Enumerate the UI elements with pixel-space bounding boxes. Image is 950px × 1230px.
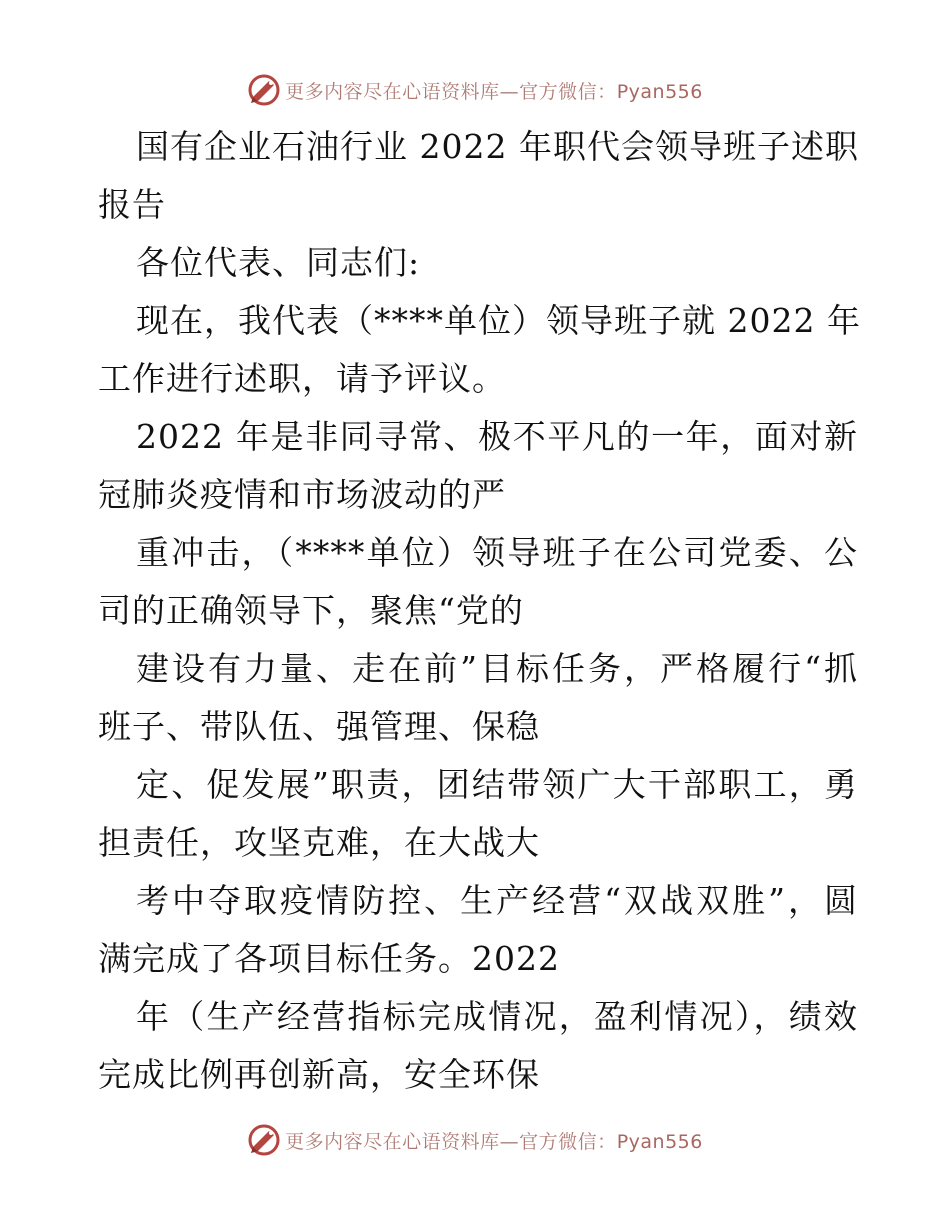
watermark-separator: — (499, 80, 520, 103)
footer-watermark (0, 1120, 950, 1160)
watermark-main: 更多内容尽在心语资料库 (285, 80, 500, 103)
body-line: 班子、带队伍、强管理、保稳 (98, 707, 540, 746)
watermark-id: Pyan556 (616, 80, 703, 103)
body-line: 完成比例再创新高，安全环保 (98, 1055, 540, 1094)
document-title-line-2: 报告 (98, 185, 166, 224)
pen-logo-icon (247, 1123, 281, 1157)
salutation: 各位代表、同志们: (136, 243, 421, 282)
body-line: 工作进行述职，请予评议。 (98, 359, 506, 398)
document-title-line-1: 国有企业石油行业 2022 年职代会领导班子述职 (136, 127, 859, 166)
body-line: 重冲击，（****单位）领导班子在公司党委、公 (136, 533, 858, 572)
watermark-text (285, 77, 703, 104)
body-line: 2022 年是非同寻常、极不平凡的一年，面对新 (136, 417, 858, 456)
body-line: 考中夺取疫情防控、生产经营“双战双胜”，圆 (136, 881, 858, 920)
body-line: 定、促发展”职责，团结带领广大干部职工，勇 (136, 765, 858, 804)
body-line: 年（生产经营指标完成情况，盈利情况），绩效 (136, 997, 858, 1036)
body-line: 司的正确领导下，聚焦“党的 (98, 591, 524, 630)
header-watermark (0, 70, 950, 110)
body-line: 满完成了各项目标任务。2022 (98, 939, 560, 978)
watermark-label: 官方微信： (519, 80, 617, 103)
pen-logo-icon (247, 73, 281, 107)
body-line: 现在，我代表（****单位）领导班子就 2022 年 (136, 301, 861, 340)
body-line: 冠肺炎疫情和市场波动的严 (98, 475, 506, 514)
document-body (98, 118, 861, 1104)
body-line: 建设有力量、走在前”目标任务，严格履行“抓 (136, 649, 858, 688)
watermark-id: Pyan556 (616, 1130, 703, 1153)
body-line: 担责任，攻坚克难，在大战大 (98, 823, 540, 862)
watermark-text (285, 1127, 703, 1154)
watermark-separator: — (499, 1130, 520, 1153)
watermark-label: 官方微信： (519, 1130, 617, 1153)
watermark-main: 更多内容尽在心语资料库 (285, 1130, 500, 1153)
